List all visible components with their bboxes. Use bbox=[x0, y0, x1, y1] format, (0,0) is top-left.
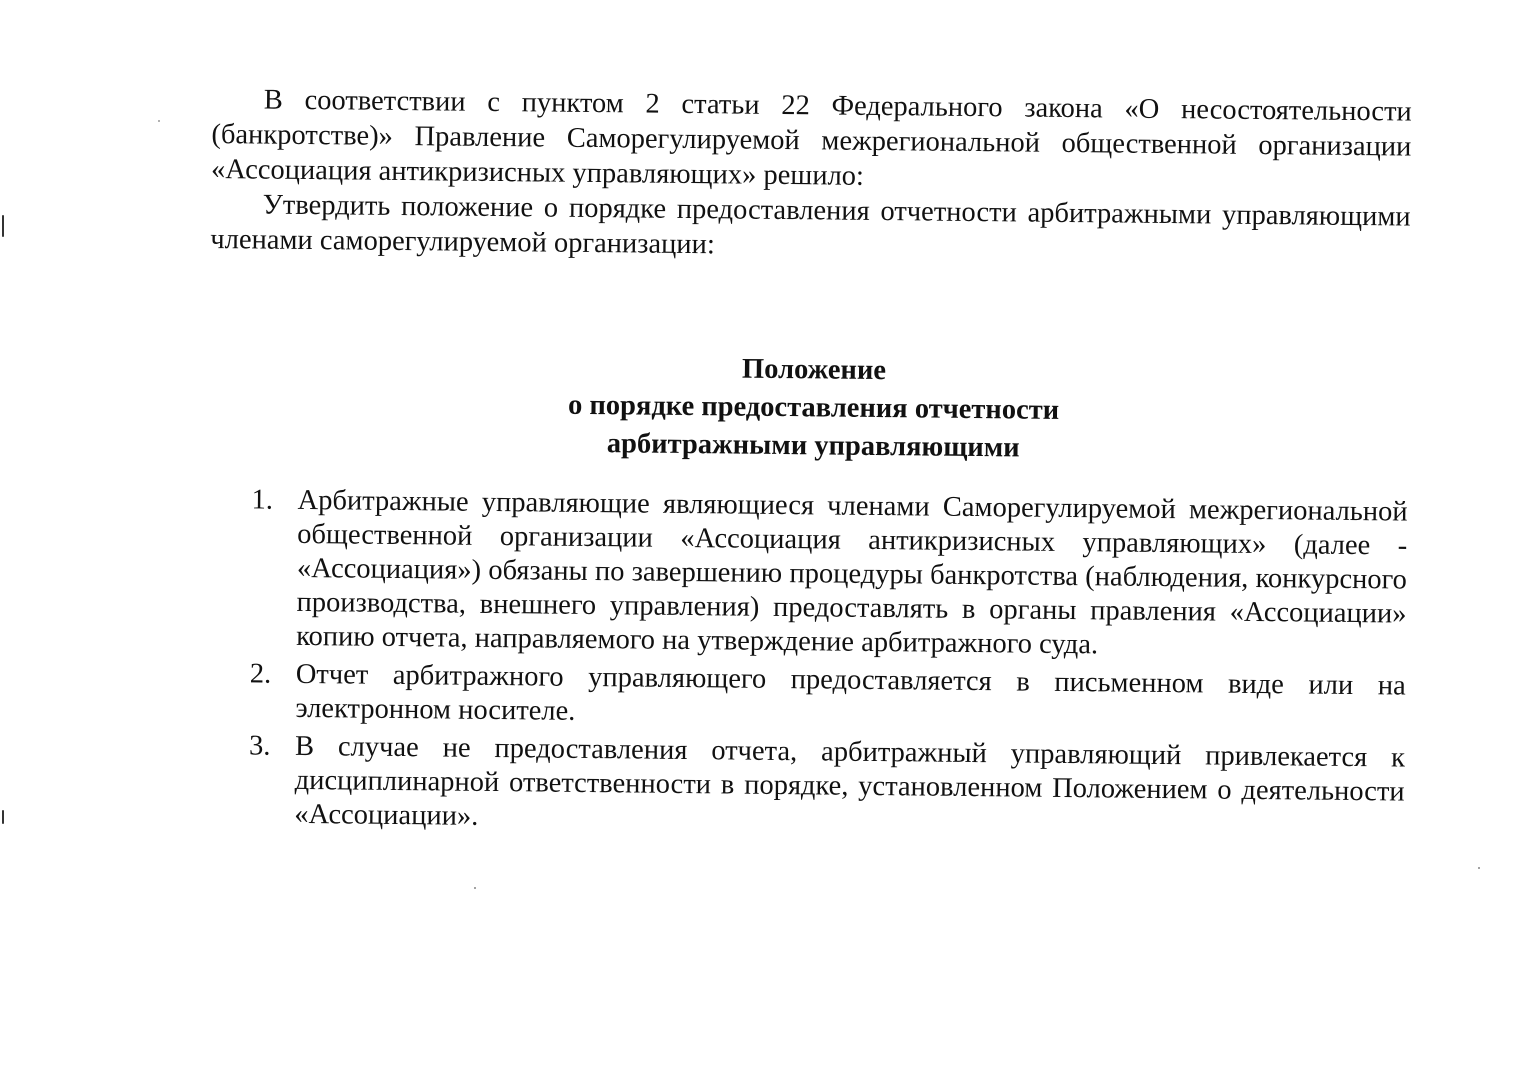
intro-paragraph-1: В соответствии с пунктом 2 статьи 22 Федерального закона «О несостоятельности (банкротстве)» Правление Саморегулируемой межрегиональной общественной организации «Ассоциация антикризисных управляющих» решило: bbox=[210, 84, 1412, 192]
scan-mark bbox=[1478, 867, 1480, 869]
title-line-3: арбитражными управляющими bbox=[606, 428, 1020, 464]
intro-paragraph-2: Утвердить положение о порядке предоставления отчетности арбитражными управляющими членами саморегулируемой организации: bbox=[210, 189, 1411, 261]
list-item bbox=[205, 657, 1406, 738]
scan-mark bbox=[2, 215, 4, 237]
scan-mark bbox=[158, 120, 160, 122]
list-item-number: 1. bbox=[251, 484, 274, 516]
list-item-text: В случае не предоставления отчета, арбитражный управляющий привлекается к дисциплинарной ответственности в порядке, установленном Положением о деятельности «Ассоциации». bbox=[294, 730, 1406, 832]
list-item-number: 2. bbox=[249, 658, 272, 690]
list-item bbox=[206, 483, 1408, 666]
numbered-list bbox=[204, 483, 1408, 844]
title-line-2: о порядке предоставления отчетности bbox=[567, 389, 1060, 426]
list-item bbox=[204, 729, 1405, 844]
document-body bbox=[204, 82, 1412, 848]
list-item-text: Отчет арбитражного управляющего предоставляется в письменном виде или на электронном носителе. bbox=[295, 658, 1406, 727]
scan-mark bbox=[474, 887, 476, 889]
scan-mark bbox=[2, 810, 4, 824]
list-item-number: 3. bbox=[248, 730, 271, 762]
list-item-text: Арбитражные управляющие являющиеся членами Саморегулируемой межрегиональной общественной организации «Ассоциация антикризисных управляющих» (далее - «Ассоциация») обязаны по завершению процедуры банкротства (наблюдения, конкурсного производства, внешнего управления) предоставлять в органы правления «Ассоциации» копию отчета, направляемого на утверждение арбитражного суда. bbox=[296, 484, 1408, 661]
title-line-1: Положение bbox=[741, 353, 887, 387]
document-title bbox=[208, 345, 1409, 472]
